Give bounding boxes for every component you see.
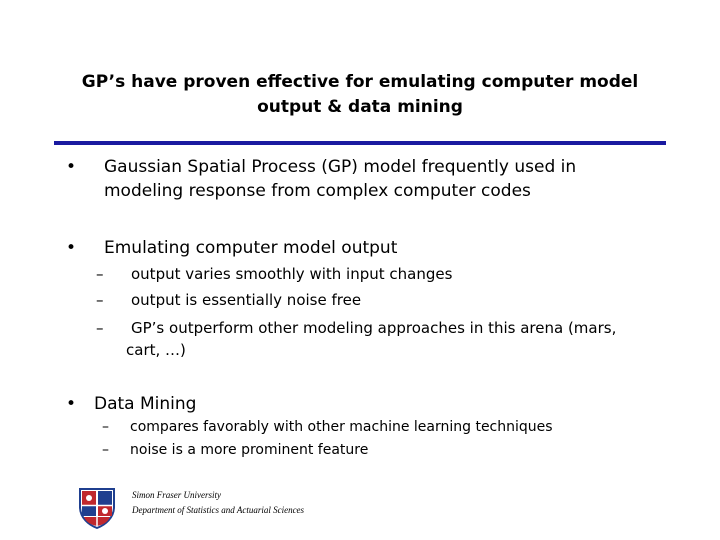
sub-bullet-text: noise is a more prominent feature <box>130 442 369 458</box>
sub-bullet-marker: – <box>96 291 104 309</box>
bullet-text-line-1: Gaussian Spatial Process (GP) model frequently used in <box>104 157 577 177</box>
slide-title-line-1: GP’s have proven effective for emulating computer model <box>81 72 639 92</box>
sub-bullet-text: output is essentially noise free <box>131 291 362 309</box>
sub-bullet-text: output varies smoothly with input changes <box>131 265 453 283</box>
university-crest-icon <box>78 487 116 529</box>
sub-bullet-marker: – <box>96 319 104 337</box>
footer-university: Simon Fraser University <box>132 490 221 500</box>
sub-bullet-text: compares favorably with other machine learning techniques <box>130 419 553 435</box>
sub-bullet-marker: – <box>102 419 109 435</box>
slide-title <box>40 70 680 120</box>
slide-title-line-2: output & data mining <box>257 97 463 117</box>
bullet-marker: • <box>66 238 77 258</box>
footer-department: Department of Statistics and Actuarial Sciences <box>132 505 305 515</box>
bullet-text-line-1: Data Mining <box>94 394 197 414</box>
sub-bullet-marker: – <box>102 442 109 458</box>
bullet-text-line-2: modeling response from complex computer codes <box>104 181 531 201</box>
bullet-marker: • <box>66 157 77 177</box>
title-divider <box>54 141 666 145</box>
bullet-text-line-1: Emulating computer model output <box>104 238 398 258</box>
sub-bullet-text-line-1: GP’s outperform other modeling approaches in this arena (mars, <box>131 319 617 337</box>
sub-bullet-marker: – <box>96 265 104 283</box>
sub-bullet-text-line-2: cart, …) <box>126 341 186 359</box>
bullet-marker: • <box>66 394 77 414</box>
